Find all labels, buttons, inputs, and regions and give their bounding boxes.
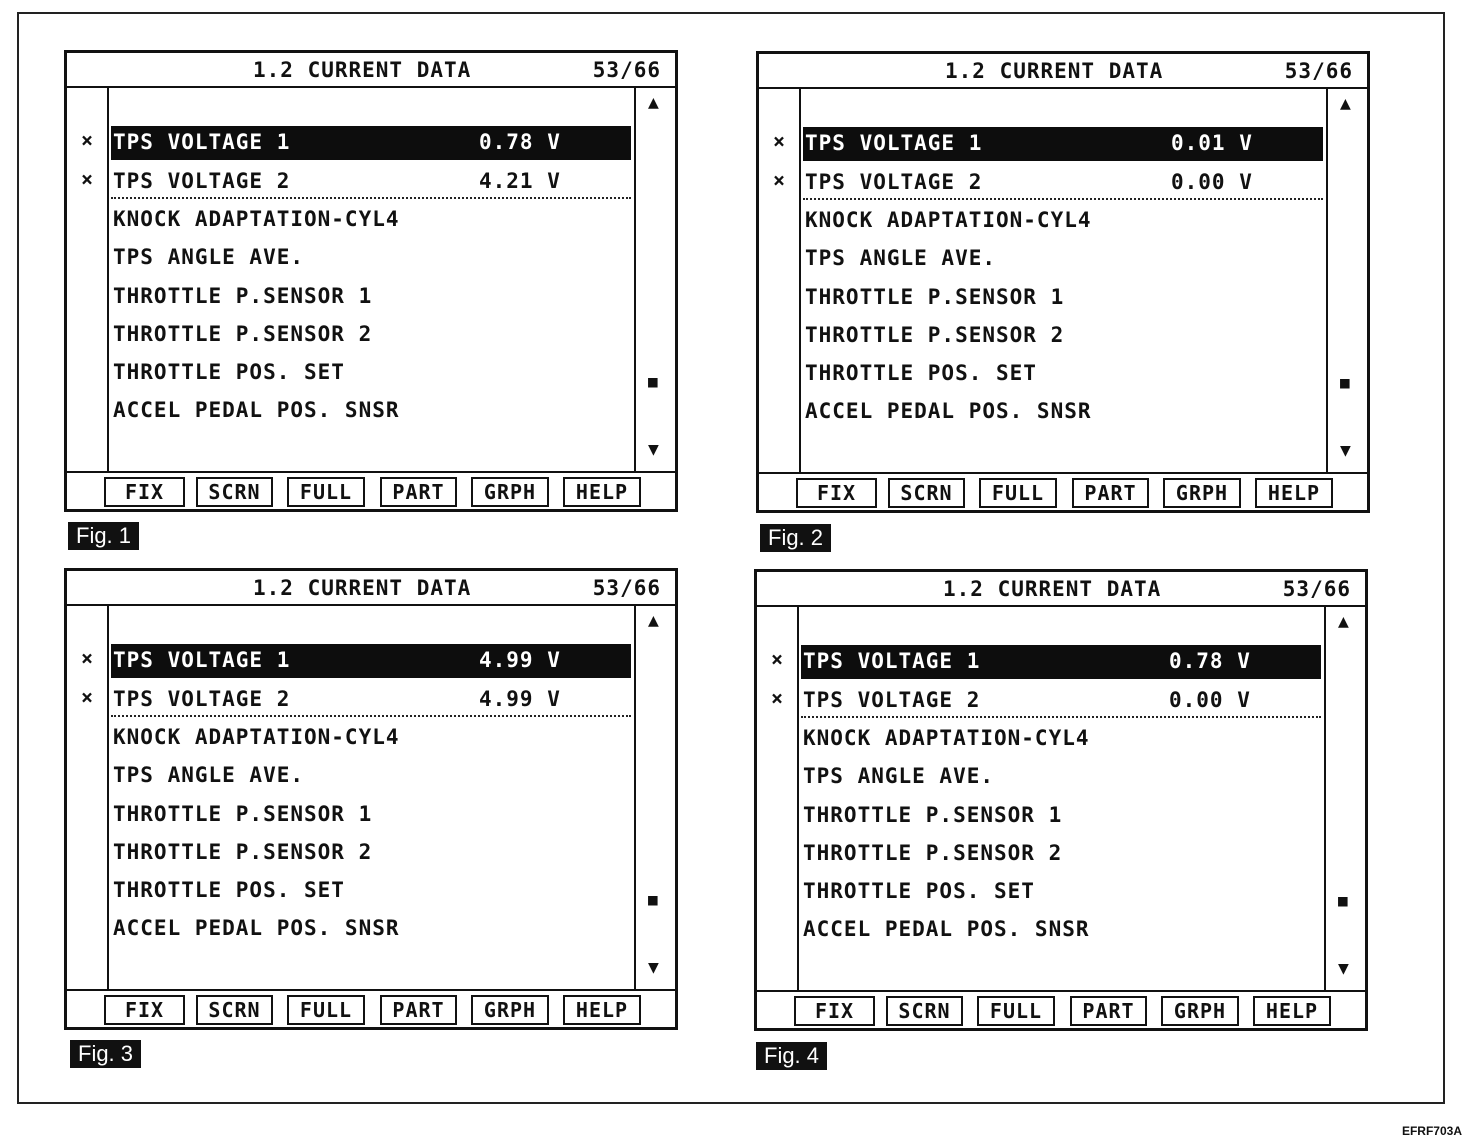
data-row[interactable] [111,356,631,390]
parameter-label: KNOCK ADAPTATION-CYL4 [805,208,1092,232]
data-row[interactable] [801,760,1321,794]
figure-label: Fig. 4 [756,1042,827,1070]
parameter-label: TPS VOLTAGE 1 [113,130,291,154]
parameter-value: 0.00 V [1171,170,1253,194]
function-key-bar [757,990,1365,1028]
data-list [801,89,1326,472]
data-row[interactable] [803,281,1323,315]
full-button[interactable]: FULL [287,995,365,1025]
help-button[interactable]: HELP [1253,996,1331,1026]
parameter-label: THROTTLE P.SENSOR 2 [805,323,1065,347]
full-button[interactable]: FULL [977,996,1055,1026]
screen-title: 1.2 CURRENT DATA [943,577,1162,601]
scrn-button[interactable]: SCRN [886,996,963,1026]
data-row[interactable] [111,394,631,428]
fixed-marker-icon: × [81,128,94,152]
parameter-label: THROTTLE P.SENSOR 2 [113,840,373,864]
parameter-label: TPS ANGLE AVE. [113,245,305,269]
data-row[interactable] [111,280,631,314]
help-button[interactable]: HELP [563,995,641,1025]
scroll-thumb-icon[interactable]: ■ [1340,373,1350,392]
data-row[interactable] [801,645,1321,679]
data-list [109,606,634,989]
data-row[interactable] [801,875,1321,909]
parameter-label: THROTTLE POS. SET [113,878,345,902]
fixed-marker-icon: × [773,168,786,192]
parameter-label: TPS VOLTAGE 1 [113,648,291,672]
parameter-label: ACCEL PEDAL POS. SNSR [113,398,400,422]
fix-button[interactable]: FIX [794,996,875,1026]
scroll-up-icon[interactable]: ▲ [1340,93,1351,114]
marker-gutter [759,89,801,472]
parameter-label: THROTTLE P.SENSOR 2 [113,322,373,346]
data-row[interactable] [111,241,631,275]
fixed-marker-icon: × [81,646,94,670]
parameter-label: TPS VOLTAGE 1 [803,649,981,673]
parameter-value: 4.99 V [479,648,561,672]
data-row[interactable] [111,912,631,946]
parameter-label: TPS ANGLE AVE. [805,246,997,270]
page-indicator: 53/66 [592,576,661,600]
data-row[interactable] [111,836,631,870]
data-row[interactable] [111,318,631,352]
fix-button[interactable]: FIX [796,478,877,508]
data-list [799,607,1324,990]
parameter-label: ACCEL PEDAL POS. SNSR [113,916,400,940]
parameter-label: THROTTLE P.SENSOR 1 [113,802,373,826]
data-row[interactable] [111,798,631,832]
fixed-marker-icon: × [771,647,784,671]
parameter-label: TPS VOLTAGE 2 [805,170,983,194]
scroll-up-icon[interactable]: ▲ [648,92,659,113]
screen-title: 1.2 CURRENT DATA [253,576,472,600]
parameter-label: THROTTLE POS. SET [805,361,1037,385]
parameter-label: KNOCK ADAPTATION-CYL4 [803,726,1090,750]
data-row[interactable] [111,644,631,678]
part-button[interactable]: PART [380,995,457,1025]
scroll-down-icon[interactable]: ▼ [648,957,659,978]
parameter-label: ACCEL PEDAL POS. SNSR [805,399,1092,423]
data-row[interactable] [111,683,631,717]
parameter-label: KNOCK ADAPTATION-CYL4 [113,207,400,231]
marker-gutter [67,606,109,989]
data-row[interactable] [803,127,1323,161]
parameter-label: THROTTLE POS. SET [803,879,1035,903]
data-row[interactable] [803,395,1323,429]
scroll-thumb-icon[interactable]: ■ [648,372,658,391]
part-button[interactable]: PART [380,477,457,507]
scrollbar[interactable] [1326,89,1367,472]
parameter-label: TPS VOLTAGE 2 [113,687,291,711]
page-indicator: 53/66 [592,58,661,82]
page-indicator: 53/66 [1282,577,1351,601]
screen-title: 1.2 CURRENT DATA [253,58,472,82]
function-key-bar [67,989,675,1027]
help-button[interactable]: HELP [1255,478,1333,508]
parameter-label: TPS VOLTAGE 2 [803,688,981,712]
scrn-button[interactable]: SCRN [196,477,273,507]
data-row[interactable] [111,165,631,199]
function-key-bar [67,471,675,509]
parameter-value: 0.01 V [1171,131,1253,155]
data-row[interactable] [111,721,631,755]
data-row[interactable] [803,166,1323,200]
data-row[interactable] [803,319,1323,353]
scroll-down-icon[interactable]: ▼ [1340,440,1351,461]
parameter-label: THROTTLE P.SENSOR 1 [803,803,1063,827]
data-row[interactable] [803,357,1323,391]
marker-gutter [67,88,109,471]
data-row[interactable] [801,684,1321,718]
part-button[interactable]: PART [1070,996,1147,1026]
title-bar [759,54,1367,89]
help-button[interactable]: HELP [563,477,641,507]
screen-title: 1.2 CURRENT DATA [945,59,1164,83]
part-button[interactable]: PART [1072,478,1149,508]
data-row[interactable] [801,837,1321,871]
scrollbar[interactable] [634,606,675,989]
scroll-up-icon[interactable]: ▲ [1338,611,1349,632]
fixed-marker-icon: × [773,129,786,153]
parameter-label: THROTTLE P.SENSOR 1 [805,285,1065,309]
scroll-down-icon[interactable]: ▼ [648,439,659,460]
grph-button[interactable]: GRPH [1161,996,1239,1026]
data-row[interactable] [111,874,631,908]
parameter-value: 0.00 V [1169,688,1251,712]
title-bar [67,571,675,606]
fixed-marker-icon: × [81,685,94,709]
figure-label: Fig. 1 [68,522,139,550]
data-row[interactable] [801,799,1321,833]
scroll-down-icon[interactable]: ▼ [1338,958,1349,979]
parameter-value: 0.78 V [479,130,561,154]
parameter-label: THROTTLE P.SENSOR 2 [803,841,1063,865]
scan-tool-screen [64,568,678,1030]
data-row[interactable] [801,722,1321,756]
scroll-thumb-icon[interactable]: ■ [1338,891,1348,910]
grph-button[interactable]: GRPH [471,995,549,1025]
document-code: EFRF703A [1401,1124,1462,1138]
fix-button[interactable]: FIX [104,995,185,1025]
function-key-bar [759,472,1367,510]
grph-button[interactable]: GRPH [1163,478,1241,508]
scroll-thumb-icon[interactable]: ■ [648,890,658,909]
data-row[interactable] [111,126,631,160]
parameter-label: THROTTLE POS. SET [113,360,345,384]
data-row[interactable] [803,242,1323,276]
figure-label: Fig. 3 [70,1040,141,1068]
parameter-value: 0.78 V [1169,649,1251,673]
parameter-label: TPS ANGLE AVE. [803,764,995,788]
data-row[interactable] [111,203,631,237]
title-bar [67,53,675,88]
parameter-label: ACCEL PEDAL POS. SNSR [803,917,1090,941]
scrn-button[interactable]: SCRN [196,995,273,1025]
scrollbar[interactable] [1324,607,1365,990]
full-button[interactable]: FULL [287,477,365,507]
fixed-marker-icon: × [771,686,784,710]
full-button[interactable]: FULL [979,478,1057,508]
parameter-label: THROTTLE P.SENSOR 1 [113,284,373,308]
data-row[interactable] [803,204,1323,238]
scan-tool-screen [64,50,678,512]
data-list [109,88,634,471]
parameter-label: KNOCK ADAPTATION-CYL4 [113,725,400,749]
page-indicator: 53/66 [1284,59,1353,83]
scan-tool-screen [756,51,1370,513]
scroll-up-icon[interactable]: ▲ [648,610,659,631]
parameter-value: 4.99 V [479,687,561,711]
grph-button[interactable]: GRPH [471,477,549,507]
marker-gutter [757,607,799,990]
scrn-button[interactable]: SCRN [888,478,965,508]
parameter-label: TPS ANGLE AVE. [113,763,305,787]
scan-tool-screen [754,569,1368,1031]
parameter-label: TPS VOLTAGE 1 [805,131,983,155]
scrollbar[interactable] [634,88,675,471]
figure-label: Fig. 2 [760,524,831,552]
data-row[interactable] [801,913,1321,947]
data-row[interactable] [111,759,631,793]
fixed-marker-icon: × [81,167,94,191]
parameter-label: TPS VOLTAGE 2 [113,169,291,193]
title-bar [757,572,1365,607]
parameter-value: 4.21 V [479,169,561,193]
fix-button[interactable]: FIX [104,477,185,507]
